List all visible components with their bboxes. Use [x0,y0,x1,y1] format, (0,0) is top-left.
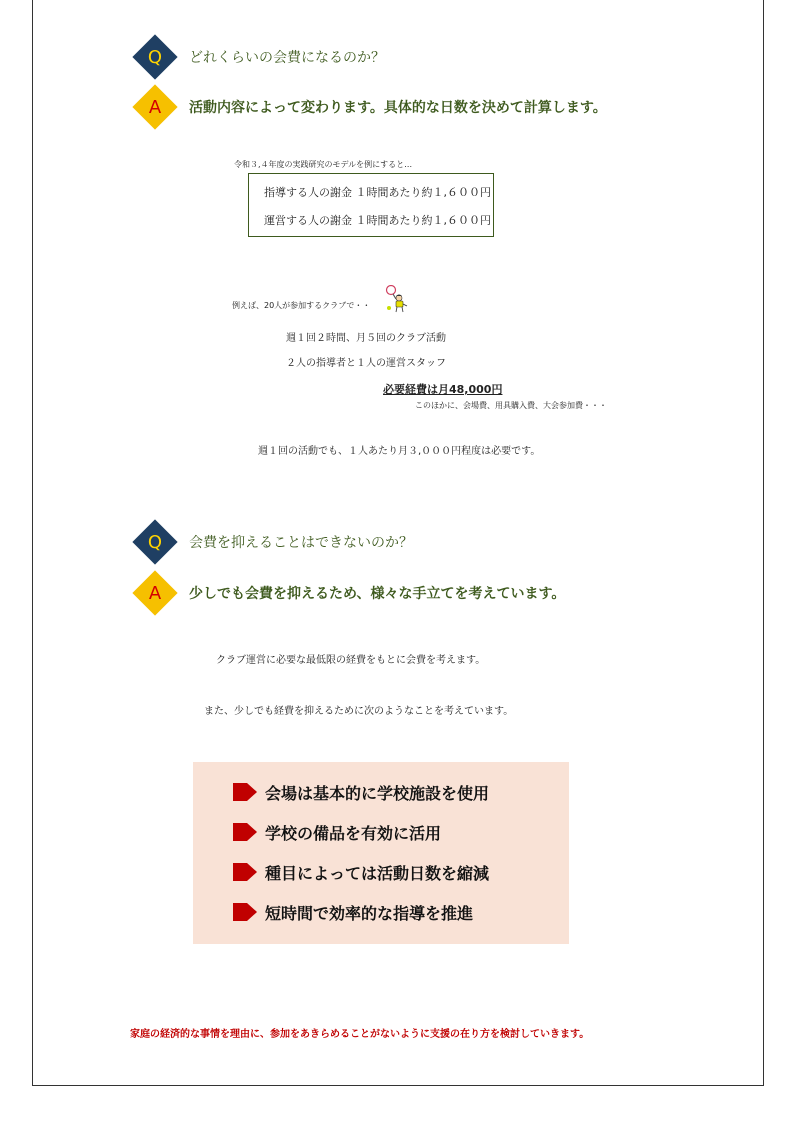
question-1: どれくらいの会費になるのか？ [189,50,385,66]
footer-note: 家庭の経済的な事情を理由に、参加をあきらめることがないように支援の在り方を検討していきます。 [130,1029,590,1040]
required-cost: 必要経費は月48,000円 [383,383,503,396]
measure-item [233,820,441,844]
fee-instructor: 指導する人の謝金 １時間あたり約１,６００円 [264,186,491,199]
a-badge-letter: A [148,582,162,604]
club-staff-line: ２人の指導者と１人の運営スタッフ [286,358,446,369]
cost-summary: 週１回の活動でも、１人あたり月３,０００円程度は必要です。 [258,446,541,457]
measures-box [193,762,569,944]
arrow-bullet-icon [233,903,257,921]
arrow-bullet-icon [233,783,257,801]
measure-label: 種目によっては活動日数を縮減 [265,863,490,883]
a-badge-letter: A [148,96,162,118]
club-example-intro: 例えば、20人が参加するクラブで・・ [232,301,371,310]
arrow-bullet-icon [233,823,257,841]
club-activity-line: 週１回２時間、月５回のクラブ活動 [286,333,446,344]
tennis-player-icon [385,285,409,317]
extra-costs-note: このほかに、会場費、用具購入費、大会参加費・・・ [415,401,607,410]
measure-item [233,780,489,804]
question-2: 会費を抑えることはできないのか？ [189,535,413,551]
paragraph-minimum-cost: クラブ運営に必要な最低限の経費をもとに会費を考えます。 [216,655,486,666]
measure-label: 短時間で効率的な指導を推進 [265,903,474,923]
paragraph-cost-saving: また、少しでも経費を抑えるために次のようなことを考えています。 [204,706,514,717]
answer-1: 活動内容によって変わります。具体的な日数を決めて計算します。 [189,100,607,116]
fee-staff: 運営する人の謝金 １時間あたり約１,６００円 [264,214,491,227]
fee-box [248,173,494,237]
measure-item [233,860,489,884]
measure-label: 学校の備品を有効に活用 [265,823,442,843]
measure-label: 会場は基本的に学校施設を使用 [265,783,490,803]
answer-2: 少しでも会費を抑えるため、様々な手立てを考えています。 [189,586,566,602]
q-badge-letter: Q [147,531,163,553]
q-badge-letter: Q [147,46,163,68]
example-intro: 令和３,４年度の実践研究のモデルを例にすると… [234,160,413,169]
arrow-bullet-icon [233,863,257,881]
measure-item [233,900,473,924]
